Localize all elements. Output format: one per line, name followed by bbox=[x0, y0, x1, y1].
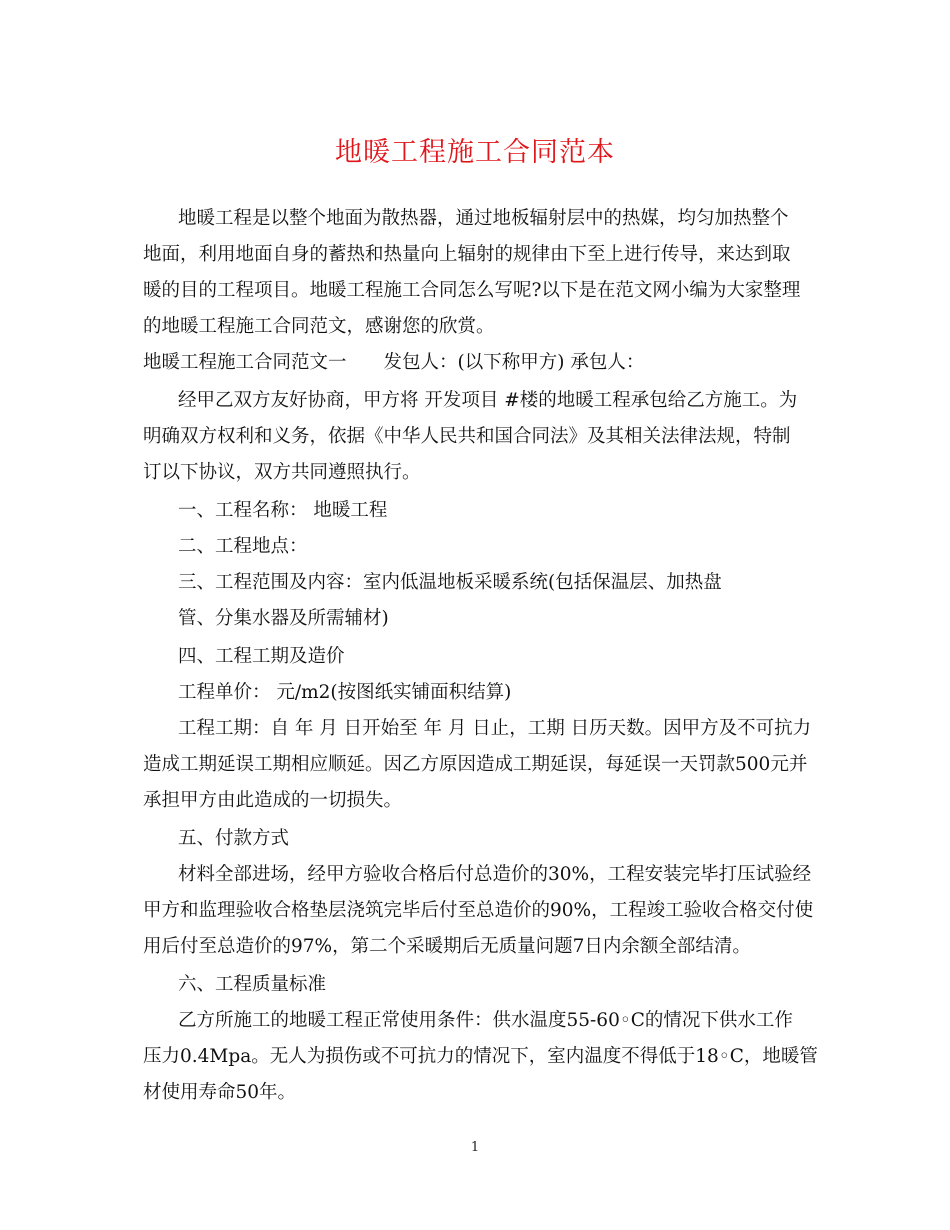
paragraph-line: 订以下协议，双方共同遵照执行。 bbox=[143, 462, 421, 483]
paragraph-line: 地面，利用地面自身的蓄热和热量向上辐射的规律由下至上进行传导，来达到取 bbox=[143, 244, 791, 265]
paragraph-line: 材使用寿命50年。 bbox=[143, 1082, 297, 1103]
paragraph-line: 材料全部进场，经甲方验收合格后付总造价的30%，工程安装完毕打压试验经 bbox=[178, 864, 812, 885]
section-heading: 六、工程质量标准 bbox=[178, 974, 327, 995]
section-heading: 五、付款方式 bbox=[178, 828, 290, 849]
paragraph-line: 经甲乙双方友好协商，甲方将 开发项目 #楼的地暖工程承包给乙方施工。为 bbox=[178, 390, 798, 411]
paragraph-line: 用后付至总造价的97%，第二个采暖期后无质量问题7日内余额全部结清。 bbox=[143, 936, 751, 957]
document-title: 地暖工程施工合同范本 bbox=[335, 137, 615, 168]
paragraph-line: 的地暖工程施工合同范文，感谢您的欣赏。 bbox=[143, 316, 495, 337]
paragraph-line: 地暖工程施工合同范文一 发包人：(以下称甲方) 承包人： bbox=[143, 352, 645, 373]
paragraph-line: 工程单价： 元/m2(按图纸实铺面积结算) bbox=[178, 682, 512, 703]
paragraph-line: 甲方和监理验收合格垫层浇筑完毕后付至总造价的90%，工程竣工验收合格交付使 bbox=[143, 900, 814, 921]
paragraph-line: 乙方所施工的地暖工程正常使用条件：供水温度55-60◦C的情况下供水工作 bbox=[178, 1010, 793, 1031]
section-heading: 四、工程工期及造价 bbox=[178, 646, 345, 667]
section-heading: 三、工程范围及内容：室内低温地板采暖系统(包括保温层、加热盘 bbox=[178, 572, 722, 593]
page-number: 1 bbox=[470, 1140, 480, 1155]
paragraph-line: 压力0.4Mpa。无人为损伤或不可抗力的情况下，室内温度不得低于18◦C，地暖管 bbox=[143, 1046, 818, 1067]
section-heading: 一、工程名称： 地暖工程 bbox=[178, 500, 388, 521]
paragraph-line: 地暖工程是以整个地面为散热器，通过地板辐射层中的热媒，均匀加热整个 bbox=[178, 208, 789, 229]
paragraph-line: 承担甲方由此造成的一切损失。 bbox=[143, 790, 403, 811]
paragraph-line: 暖的目的工程项目。地暖工程施工合同怎么写呢?以下是在范文网小编为大家整理 bbox=[143, 280, 801, 301]
paragraph-line: 工程工期：自 年 月 日开始至 年 月 日止，工期 日历天数。因甲方及不可抗力 bbox=[178, 718, 812, 739]
paragraph-line: 造成工期延误工期相应顺延。因乙方原因造成工期延误，每延误一天罚款500元并 bbox=[143, 754, 808, 775]
paragraph-line: 明确双方权利和义务，依据《中华人民共和国合同法》及其相关法律法规，特制 bbox=[143, 426, 791, 447]
paragraph-line: 管、分集水器及所需辅材) bbox=[178, 608, 389, 629]
section-heading: 二、工程地点： bbox=[178, 536, 308, 557]
